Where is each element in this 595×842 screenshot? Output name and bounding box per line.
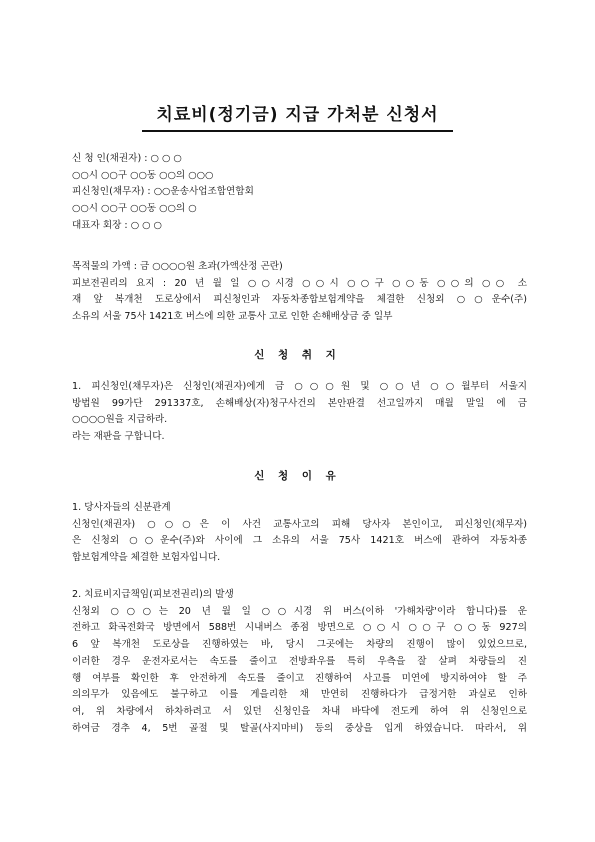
reasons-heading: 신 청 이 유: [254, 470, 341, 482]
section2-line: 하여금 경추 4, 5번 골절 및 탈골(사지마비) 등의 중상을 입게 하였습니다. 따라서, 위: [72, 722, 527, 734]
section2-line: 의의무가 있음에도 불구하고 이를 게을리한 채 만연히 진행하다가 급정거한 과실로 인하: [72, 689, 527, 701]
document-title: 치료비(정기금) 지급 가처분 신청서: [142, 100, 452, 132]
section2-line: 신청외 ○○○는 20 년 월 일 ○○시경 위 버스(이하 '가해차량'이라 합니다)를 운: [72, 605, 527, 617]
section2-title: 2. 치료비지급책임(피보전권리)의 발생: [72, 589, 234, 600]
respondent-line: 피신청인(채무자) : ○○운송사업조합연합회: [72, 186, 254, 198]
object-value-line: 목적물의 가액 : 금 ○○○○원 초과(가액산정 곤란): [72, 261, 283, 272]
purpose-line: 방법원 99가단 291337호, 손해배상(자)청구사건의 본안판결 선고일까지 매월 말일 에 금: [72, 397, 527, 409]
section2-line: 전하고 화곡전화국 방면에서 588번 시내버스 종점 방면으로 ○○시 ○○구 ○○동 927의: [72, 622, 527, 634]
reasons-section-2: [72, 587, 527, 737]
applicant-address-line: ○○시 ○○구 ○○동 ○○의 ○○○: [72, 169, 214, 181]
purpose-block: [72, 379, 527, 446]
parties-block: [72, 151, 527, 235]
applicant-line: 신 청 인(채권자) : ○ ○ ○: [72, 153, 182, 164]
section2-line: 6 앞 복개천 도로상을 진행하였는 바, 당시 그곳에는 차량의 진행이 많이 있었으므로,: [72, 639, 527, 651]
purpose-heading: 신 청 취 지: [254, 349, 341, 361]
section1-line: 신청인(채권자) ○○○은 이 사건 교통사고의 피해 당사자 본인이고, 피신청인(채무자): [72, 518, 527, 530]
section1-line: 은 신청외 ○○운수(주)와 사이에 그 소유의 서울 75사 1421호 버스에 관하여 자동차종: [72, 535, 527, 547]
section2-line: 이러한 경우 운전자로서는 속도를 줄이고 전방좌우를 특히 우측을 잘 살펴 차량들의 진: [72, 655, 527, 667]
section1-line: 합보험계약을 체결한 보험자입니다.: [72, 552, 221, 564]
purpose-line: ○○○○원을 지급하라.: [72, 414, 168, 426]
representative-line: 대표자 회장 : ○ ○ ○: [72, 219, 162, 231]
title-area: [0, 100, 595, 132]
section2-line: 여, 위 차량에서 하차하려고 서 있던 신청인을 차내 바닥에 전도케 하여 위 신청인으로: [72, 705, 527, 717]
object-block: [72, 259, 527, 326]
respondent-address-line: ○○시 ○○구 ○○동 ○○의 ○: [72, 203, 197, 215]
section2-line: 행 여부를 확인한 후 안전하게 속도를 줄이고 진행하여 사고를 미연에 방지하여야 할 주: [72, 672, 527, 684]
purpose-closing-line: 라는 재판을 구합니다.: [72, 431, 165, 443]
section1-title: 1. 당사자들의 신분관계: [72, 502, 171, 513]
summary-line: 소유의 서울 75사 1421호 버스에 의한 교통사 고로 인한 손해배상금 중 일부: [72, 311, 393, 323]
summary-line: 재 앞 복개천 도로상에서 피신청인과 자동차종합보험계약을 체결한 신청외 ○○운수(주): [72, 294, 527, 306]
purpose-line: 1. 피신청인(채무자)은 신청인(채권자)에게 금 ○○○원 및 ○○년 ○○월부터 서울지: [72, 381, 527, 392]
reasons-section-1: [72, 500, 527, 567]
summary-line: 피보전권리의 요지 : 20 년 월 일 ○○시경 ○○시 ○○구 ○○동 ○○의 ○○ 소: [72, 277, 527, 289]
